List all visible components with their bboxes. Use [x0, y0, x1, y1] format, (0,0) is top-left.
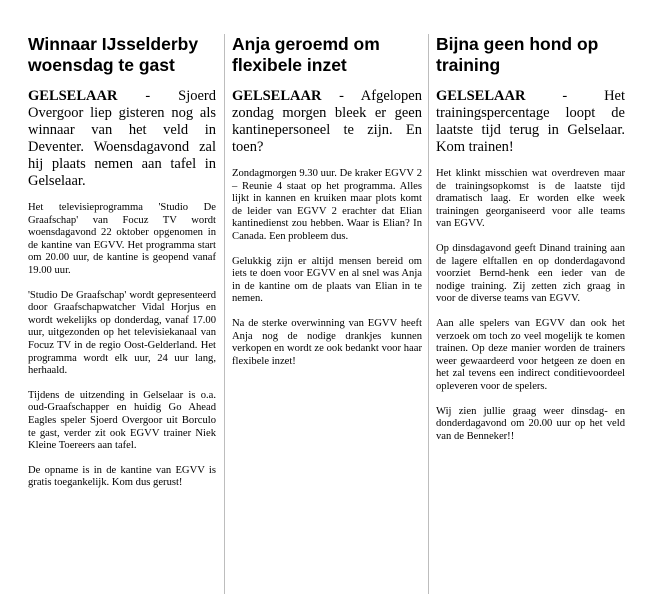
article-lead — [436, 88, 625, 156]
article-lead-text: - Afgelopen zondag morgen bleek er geen kantinepersoneel te zijn. En toen? — [232, 88, 422, 155]
article-dateline: GELSELAAR — [28, 88, 118, 104]
article-anja — [232, 34, 422, 380]
article-lead — [28, 88, 216, 190]
article-ijsselderby — [28, 34, 216, 502]
article-paragraph: Na de sterke overwinning van EGVV heeft Anja nog de nodige drankjes kunnen verkopen en wordt ze ook bedankt voor haar flexibele inzet! — [232, 317, 422, 367]
column-divider — [224, 34, 225, 594]
article-paragraph: Op dinsdagavond geeft Dinand training aan de lagere elftallen en op donderdagavond voorziet Bernd-henk een ieder van de nodige training. Zij zetten zich graag in voor de diverse teams van EGVV. — [436, 242, 625, 305]
article-paragraph: 'Studio De Graafschap' wordt gepresenteerd door Graafschapwatcher Vidal Horjus en wordt wekelijks op donderdag, vanaf 17.00 uur, uitgezonden op het televisiekanaal van Focuz TV in de regio Oost-Gelderland. Het programma wordt elk uur, 24 uur lang, herhaald. — [28, 289, 216, 377]
article-paragraph: Tijdens de uitzending in Gelselaar is o.a. oud-Graafschapper en huidig Go Ahead Eagles speler Sjoerd Overgoor uit Borculo te gast, verder zit ook EGVV trainer Niek Kleine Toereers aan tafel. — [28, 389, 216, 452]
article-training — [436, 34, 625, 455]
article-paragraph: De opname is in de kantine van EGVV is gratis toegankelijk. Kom dus gerust! — [28, 464, 216, 489]
article-lead-text: - Sjoerd Overgoor liep gisteren nog als winnaar van het veld in Deventer. Woensdagavond zal hij plaats nemen aan tafel in Gelselaar. — [28, 88, 216, 189]
article-lead-text: - Het trainingspercentage loopt de laatste tijd terug in Gelselaar. Kom trainen! — [436, 88, 625, 155]
article-paragraph: Het televisieprogramma 'Studio De Graafschap' van Focuz TV wordt woensdagavond 22 oktober opgenomen in de kantine van EGVV. Het programma start om 20.00 uur, de kantine is geopend vanaf 19.00 uur. — [28, 202, 216, 276]
article-paragraph: Het klinkt misschien wat overdreven maar de trainingsopkomst is de laatste tijd dramatisch laag. Er worden elke week trainingen georganiseerd voor alle teams van EGVV. — [436, 168, 625, 230]
article-paragraph: Aan alle spelers van EGVV dan ook het verzoek om toch zo veel mogelijk te komen trainen. Op deze manier worden de trainers weer gewaardeerd voor hetgeen ze doen en het zal tevens een indirect conditievoordeel opleveren voor de spelers. — [436, 317, 625, 392]
article-paragraph: Gelukkig zijn er altijd mensen bereid om iets te doen voor EGVV en al snel was Anja in de kantine om de plaats van Elian in te nemen. — [232, 255, 422, 305]
article-dateline: GELSELAAR — [232, 88, 322, 104]
article-headline: Anja geroemd om flexibele inzet — [232, 34, 380, 75]
article-headline: Winnaar IJsselderby woensdag te gast — [28, 34, 199, 75]
article-headline: Bijna geen hond op training — [436, 34, 599, 75]
article-paragraph: Wij zien jullie graag weer dinsdag- en donderdagavond om 20.00 uur op het veld van de Benneker!! — [436, 405, 625, 442]
column-divider — [428, 34, 429, 594]
article-dateline: GELSELAAR — [436, 88, 526, 104]
article-lead — [232, 88, 422, 156]
article-paragraph: Zondagmorgen 9.30 uur. De kraker EGVV 2 – Reunie 4 staat op het programma. Alles lijkt in kannen en kruiken maar plots komt de leider van EGVV 2 erachter dat Elian kantinedienst zou hebben. Waar is Elian? In Canada. Een probleem dus. — [232, 168, 422, 242]
